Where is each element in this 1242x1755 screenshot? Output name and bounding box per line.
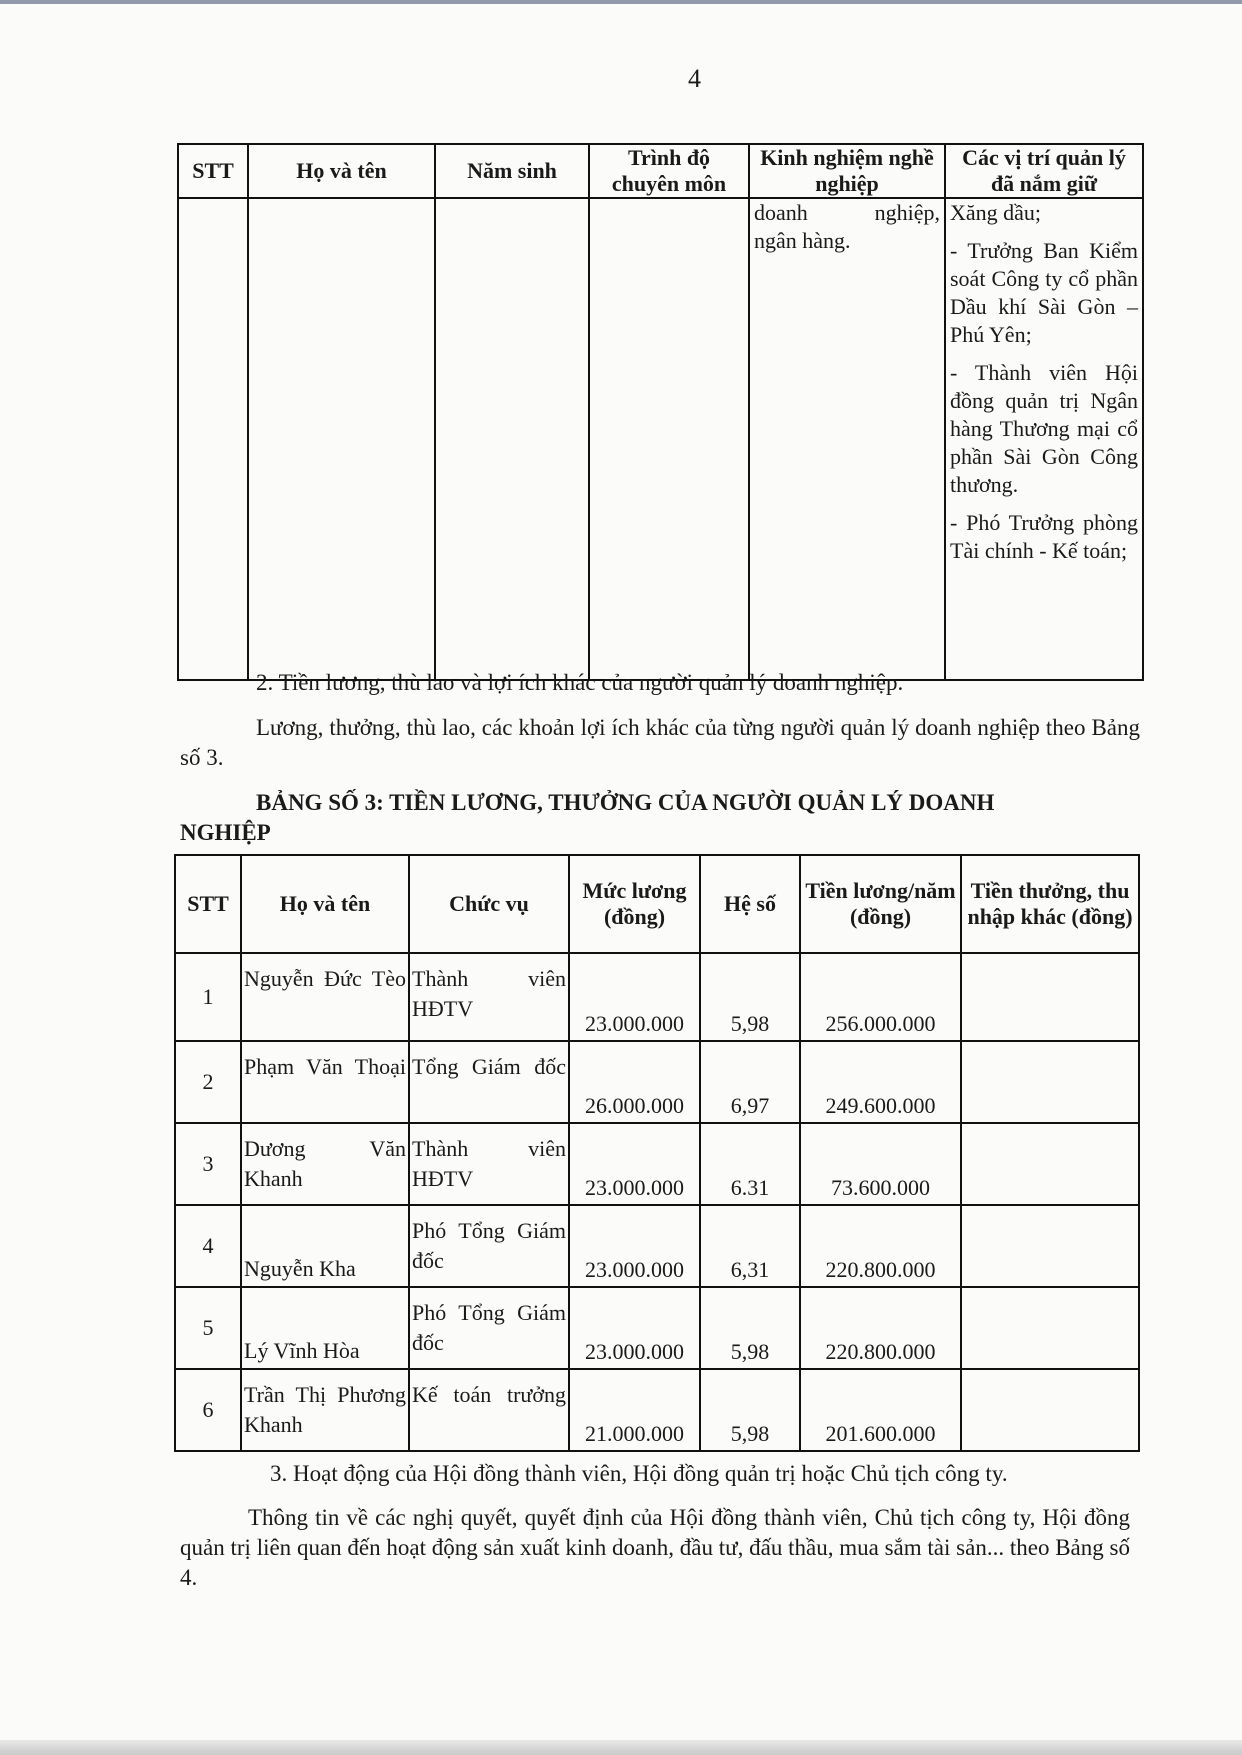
- cell-stt: 5: [175, 1287, 241, 1369]
- table-row: [175, 1287, 1139, 1369]
- cell-salary: 23.000.000: [569, 1123, 700, 1205]
- cell-name: Phạm Văn Thoại: [241, 1041, 409, 1123]
- cell-stt: 6: [175, 1369, 241, 1451]
- cell-name: Nguyễn Kha: [241, 1205, 409, 1287]
- experience-line-2: ngân hàng.: [754, 228, 851, 253]
- cell-birth-year: [435, 198, 589, 680]
- cell-coefficient: 6.31: [700, 1123, 800, 1205]
- table-3-title-line-1: BẢNG SỐ 3: TIỀN LƯƠNG, THƯỞNG CỦA NGƯỜI QUẢN LÝ DOANH: [256, 790, 995, 815]
- header-stt: STT: [178, 144, 248, 198]
- section-3-body: Thông tin về các nghị quyết, quyết định của Hội đồng thành viên, Chủ tịch công ty, Hội đồng quản trị liên quan đến hoạt động sản xuất kinh doanh, đầu tư, đấu thầu, mua sắm tài sản... theo Bảng số 4.: [180, 1505, 1130, 1590]
- cell-salary: 23.000.000: [569, 953, 700, 1041]
- page-number: 4: [688, 64, 701, 93]
- position-item: - Trưởng Ban Kiểm soát Công ty cổ phần Dầu khí Sài Gòn – Phú Yên;: [950, 238, 1138, 347]
- cell-role: Kế toán trưởng: [409, 1369, 569, 1451]
- table-row: [175, 953, 1139, 1041]
- cell-name: Nguyễn Đức Tèo: [241, 953, 409, 1041]
- table-row: [175, 1369, 1139, 1451]
- cell-positions: [945, 198, 1143, 680]
- cell-coefficient: 6,31: [700, 1205, 800, 1287]
- header-name: Họ và tên: [241, 855, 409, 953]
- section-2-body: Lương, thưởng, thù lao, các khoản lợi ích khác của từng người quản lý doanh nghiệp theo Bảng số 3.: [180, 715, 1140, 770]
- cell-stt: 1: [175, 953, 241, 1041]
- header-coefficient: Hệ số: [700, 855, 800, 953]
- header-salary: Mức lương (đồng): [569, 855, 700, 953]
- cell-annual-salary: 220.800.000: [800, 1287, 961, 1369]
- cell-annual-salary: 220.800.000: [800, 1205, 961, 1287]
- cell-role: Phó Tổng Giám đốc: [409, 1287, 569, 1369]
- header-birth-year: Năm sinh: [435, 144, 589, 198]
- header-name: Họ và tên: [248, 144, 435, 198]
- cell-coefficient: 5,98: [700, 953, 800, 1041]
- cell-role: Thành viên HĐTV: [409, 953, 569, 1041]
- section-2-title: 2. Tiền lương, thù lao và lợi ích khác của người quản lý doanh nghiệp.: [256, 670, 904, 695]
- experience-line-1: doanh nghiệp,: [754, 200, 940, 225]
- header-positions: Các vị trí quản lý đã nắm giữ: [945, 144, 1143, 198]
- table-row: [175, 1123, 1139, 1205]
- cell-role: Tổng Giám đốc: [409, 1041, 569, 1123]
- table-3-title-line-2: NGHIỆP: [180, 820, 271, 845]
- cell-annual-salary: 201.600.000: [800, 1369, 961, 1451]
- section-3-title: 3. Hoạt động của Hội đồng thành viên, Hội đồng quản trị hoặc Chủ tịch công ty.: [270, 1461, 1008, 1486]
- cell-stt: 2: [175, 1041, 241, 1123]
- cell-coefficient: 5,98: [700, 1287, 800, 1369]
- cell-stt: [178, 198, 248, 680]
- cell-role: Phó Tổng Giám đốc: [409, 1205, 569, 1287]
- cell-bonus: [961, 1041, 1139, 1123]
- table-header-row: [178, 144, 1143, 198]
- table-row: [178, 198, 1143, 680]
- cell-bonus: [961, 953, 1139, 1041]
- header-qualification: Trình độ chuyên môn: [589, 144, 749, 198]
- cell-experience: [749, 198, 945, 680]
- cell-annual-salary: 256.000.000: [800, 953, 961, 1041]
- scan-bottom-edge: [0, 1740, 1242, 1755]
- manager-salary-table: [174, 854, 1140, 1452]
- cell-salary: 21.000.000: [569, 1369, 700, 1451]
- position-item: Xăng dầu;: [950, 200, 1042, 225]
- header-role: Chức vụ: [409, 855, 569, 953]
- cell-stt: 3: [175, 1123, 241, 1205]
- cell-name: Lý Vĩnh Hòa: [241, 1287, 409, 1369]
- cell-bonus: [961, 1123, 1139, 1205]
- cell-annual-salary: 73.600.000: [800, 1123, 961, 1205]
- cell-name: Trần Thị Phương Khanh: [241, 1369, 409, 1451]
- table-header-row: [175, 855, 1139, 953]
- header-annual-salary: Tiền lương/năm (đồng): [800, 855, 961, 953]
- cell-coefficient: 6,97: [700, 1041, 800, 1123]
- cell-stt: 4: [175, 1205, 241, 1287]
- scan-top-edge: [0, 0, 1242, 4]
- management-positions-table: [177, 143, 1144, 681]
- header-stt: STT: [175, 855, 241, 953]
- header-experience: Kinh nghiệm nghề nghiệp: [749, 144, 945, 198]
- cell-bonus: [961, 1369, 1139, 1451]
- cell-qualification: [589, 198, 749, 680]
- cell-role: Thành viên HĐTV: [409, 1123, 569, 1205]
- table-row: [175, 1205, 1139, 1287]
- cell-salary: 26.000.000: [569, 1041, 700, 1123]
- cell-bonus: [961, 1205, 1139, 1287]
- cell-name: Dương Văn Khanh: [241, 1123, 409, 1205]
- table-row: [175, 1041, 1139, 1123]
- cell-annual-salary: 249.600.000: [800, 1041, 961, 1123]
- cell-salary: 23.000.000: [569, 1205, 700, 1287]
- header-bonus: Tiền thưởng, thu nhập khác (đồng): [961, 855, 1139, 953]
- cell-coefficient: 5,98: [700, 1369, 800, 1451]
- cell-salary: 23.000.000: [569, 1287, 700, 1369]
- position-item: - Phó Trưởng phòng Tài chính - Kế toán;: [950, 510, 1138, 563]
- position-item: - Thành viên Hội đồng quản trị Ngân hàng Thương mại cổ phần Sài Gòn Công thương.: [950, 360, 1138, 497]
- cell-bonus: [961, 1287, 1139, 1369]
- cell-name: [248, 198, 435, 680]
